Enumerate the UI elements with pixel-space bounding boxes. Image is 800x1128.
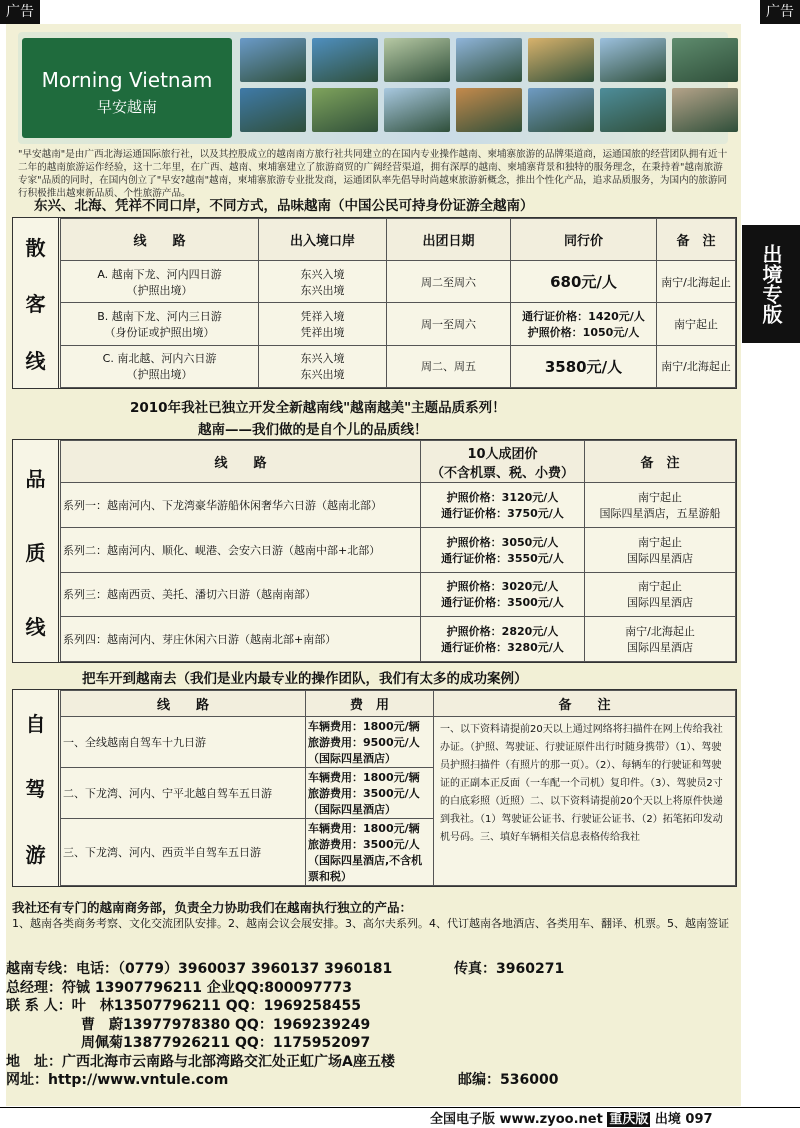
advertisement-page	[6, 24, 741, 1106]
section-individual-tours	[12, 217, 737, 389]
contact-person-3: 周佩菊13877926211 QQ：1175952097	[81, 1035, 371, 1051]
section-self-drive	[12, 689, 737, 887]
company-intro: "早安越南"是由广西北海运通国际旅行社，以及其控股成立的越南南方旅行社共同建立的在国内专业操作越南、柬埔寨旅游的品牌渠道商，运通国旅的经营团队拥有近十二年的越南旅游运作经验，这十二年里，在广西、越南、柬埔寨建立了旅游商贸的广阔经营渠道，拥有深厚的越南、柬埔寨背景和独特的服务理念，在秉持着"越南旅游专家"品质的同时，在国内创立了"早安?越南"越南，柬埔寨旅游专业批发商，运通团队率先倡导时尚越柬旅游新概念，推出个性化产品，追求品质服务，为国内的旅游同行积极推出越柬新品质、个性旅游产品。	[18, 149, 728, 199]
heading-quality-sub: 越南——我们做的是自个儿的品质线！	[198, 422, 428, 438]
table-row: 二、下龙湾、河内、宁平北越自驾车五日游 车辆费用：1800元/辆 旅游费用：3500元/人 （国际四星酒店）	[61, 768, 736, 819]
side-tab[interactable]: 出境专版	[742, 225, 800, 343]
travel-photo	[240, 38, 306, 82]
table-row: 一、全线越南自驾车十九日游 车辆费用：1800元/辆 旅游费用：9500元/人 （国际四星酒店） 一、以下资料请提前20天以上通过网络将扫描件在网上传给我社办证。（护照、驾驶证、行驶证原件出行时随身携带）（1）、驾驶员护照扫描件（有照片的那一页）。（2）、每辆车的行驶证和驾驶证的正副本正反面（一车配一个司机）复印件。（3）、驾驶员2寸的白底彩照（近照）二、以下资料请提前20个天以上将原件快递到我社。（1）驾驶证公证书、行驶证公证书、（2）拓笔拓印发动机号码。三、填好车辆相关信息表格传给我社	[61, 717, 736, 768]
travel-photo	[528, 38, 594, 82]
products-title: 我社还有专门的越南商务部，负责全力协助我们在越南执行独立的产品：	[12, 900, 413, 915]
travel-photo	[456, 88, 522, 132]
postcode: 邮编：536000	[458, 1072, 559, 1088]
travel-photo	[240, 88, 306, 132]
table-row: 系列二：越南河内、顺化、岘港、会安六日游（越南中部+北部） 护照价格：3050元/人 通行证价格：3550元/人 南宁起止 国际四星酒店	[61, 527, 736, 572]
heading-individual: 东兴、北海、凭祥不同口岸，不同方式，品味越南（中国公民可持身份证游全越南）	[34, 198, 534, 214]
travel-photo	[456, 38, 522, 82]
self-drive-table: 线 路 费 用 备 注 一、全线越南自驾车十九日游 车辆费用：1800元/辆 旅游费用：9500元/人 （国际四星酒店） 一、以下资料请提前20天以上通过网络将扫描件在网上传给我社办证。（护照、驾驶证、行驶证原件出行时随身携带）（1）、驾驶员护照扫描件（有照片的那一页）。（2）、每辆车的行驶证和驾驶证的正副本正反面（一车配一个司机）复印件。（3）、驾驶员2寸的白底彩照（近照）二、以下资料请提前20个天以上将原件快递到我社。（1）驾驶证公证书、行驶证公证书、（2）拓笔拓印发动机号码。三、填好车辆相关信息表格传给我社 二、下龙湾、河内、宁平北越自驾车五日游 车辆费用：1800元/辆 旅游费用：3500元/人 （国际四星酒店） 三、下龙湾、河内、西贡半自驾车五日游 车辆费用：1800元/辆 旅游费用：3500元/人 （国际四星酒店,不含机票和税）	[60, 690, 736, 886]
ad-label-right: 广告	[760, 0, 800, 24]
travel-photo	[312, 88, 378, 132]
contact-person-1: 联 系 人：叶 林13507796211 QQ：1969258455	[6, 998, 361, 1014]
logo-text-cn: 早安越南	[96, 98, 157, 116]
contact-block	[6, 960, 741, 1090]
address: 地 址：广西北海市云南路与北部湾路交汇处正虹广场A座五楼	[6, 1053, 395, 1070]
travel-photo	[600, 38, 666, 82]
table-row: 系列三：越南西贡、美托、潘切六日游（越南南部） 护照价格：3020元/人 通行证价格：3500元/人 南宁起止 国际四星酒店	[61, 572, 736, 617]
section-label: 品 质 线	[13, 440, 59, 662]
contact-person-2: 曹 蔚13977978380 QQ：1969239249	[81, 1016, 371, 1033]
table-row: 系列一：越南河内、下龙湾豪华游船休闲奢华六日游（越南北部） 护照价格：3120元/人 通行证价格：3750元/人 南宁起止 国际四星酒店，五星游船	[61, 483, 736, 528]
table-row: A. 越南下龙、河内四日游 （护照出境） 东兴入境 东兴出境 周二至周六 680元/人 南宁/北海起止	[61, 261, 736, 303]
section-label: 自 驾 游	[13, 690, 59, 886]
ad-label-left: 广告	[0, 0, 40, 24]
business-products	[12, 900, 737, 932]
self-drive-notes: 一、以下资料请提前20天以上通过网络将扫描件在网上传给我社办证。（护照、驾驶证、行驶证原件出行时随身携带）（1）、驾驶员护照扫描件（有照片的那一页）。（2）、每辆车的行驶证和驾驶证的正副本正反面（一车配一个司机）复印件。（3）、驾驶员2寸的白底彩照（近照）二、以下资料请提前20个天以上将原件快递到我社。（1）驾驶证公证书、行驶证公证书、（2）拓笔拓印发动机号码。三、填好车辆相关信息表格传给我社	[434, 717, 736, 886]
heading-self-drive: 把车开到越南去（我们是业内最专业的操作团队，我们有太多的成功案例）	[82, 671, 528, 687]
banner	[18, 32, 728, 144]
footer-site-link[interactable]: 全国电子版 www.zyoo.net	[430, 1112, 603, 1127]
travel-photo	[384, 38, 450, 82]
table-row: C. 南北越、河内六日游 （护照出境） 东兴入境 东兴出境 周二、周五 3580元/人 南宁/北海起止	[61, 345, 736, 387]
quality-table: 线 路 10人成团价 （不含机票、税、小费） 备 注 系列一：越南河内、下龙湾豪华游船休闲奢华六日游（越南北部） 护照价格：3120元/人 通行证价格：3750元/人 南宁起止 国际四星酒店，五星游船 系列二：越南河内、顺化、岘港、会安六日游（越南中部+北部） 护照价格：3050元/人 通行证价格：3550元/人 南宁起止 国际四星酒店 系列三：越南西贡、美托、潘切六日游（越南南部） 护照价格：3020元/人 通行证价格：3500元/人 南宁起止 国际四星酒店 系列四：越南河内、芽庄休闲六日游（越南北部+南部） 护照价格：2820元/人 通行证价格：3280元/人 南宁/北海起止 国际四星酒店	[60, 440, 736, 662]
footer	[430, 1108, 713, 1127]
products-text: 1、越南各类商务考察、文化交流团队安排。2、越南会议会展安排。3、高尔夫系列。4、代订越南各地酒店、各类用车、翻译、机票。5、越南签证	[12, 917, 729, 930]
section-quality-tours	[12, 439, 737, 663]
table-row: 三、下龙湾、河内、西贡半自驾车五日游 车辆费用：1800元/辆 旅游费用：3500元/人 （国际四星酒店,不含机票和税）	[61, 819, 736, 886]
travel-photo	[312, 38, 378, 82]
table-row: B. 越南下龙、河内三日游 （身份证或护照出境） 凭祥入境 凭祥出境 周一至周六 通行证价格：1420元/人 护照价格：1050元/人 南宁起止	[61, 303, 736, 345]
fax: 传真：3960271	[454, 961, 565, 977]
travel-photo	[600, 88, 666, 132]
brand-logo	[22, 38, 232, 138]
logo-text-en: Morning Vietnam	[41, 68, 213, 92]
photo-collage	[240, 38, 738, 132]
manager: 总经理：符铖 13907796211 企业QQ:800097773	[6, 979, 352, 996]
individual-table: 线 路 出入境口岸 出团日期 同行价 备 注 A. 越南下龙、河内四日游 （护照出境） 东兴入境 东兴出境 周二至周六 680元/人 南宁/北海起止 B. 越南下龙、河内三日游 （身份证或护照出境） 凭祥入境 凭祥出境 周一至周六 通行证价格：1420元/人 护照价格：1050元/人 南宁起止 C. 南北越、河内六日游 （护照出境） 东兴入境 东兴出境 周二、周五 3580元/人 南宁/北海起止	[60, 218, 736, 388]
travel-photo	[384, 88, 450, 132]
travel-photo	[672, 38, 738, 82]
footer-page: 出境 097	[654, 1112, 713, 1127]
footer-edition: 重庆版	[609, 1112, 649, 1127]
website-link[interactable]: 网址：http://www.vntule.com	[6, 1072, 229, 1088]
travel-photo	[672, 88, 738, 132]
section-label: 散 客 线	[13, 218, 59, 388]
travel-photo	[528, 88, 594, 132]
table-row: 系列四：越南河内、芽庄休闲六日游（越南北部+南部） 护照价格：2820元/人 通行证价格：3280元/人 南宁/北海起止 国际四星酒店	[61, 617, 736, 662]
heading-quality: 2010年我社已独立开发全新越南线"越南越美"主题品质系列！	[130, 400, 506, 416]
hotline: 越南专线：电话：（0779）3960037 3960137 3960181	[6, 961, 393, 977]
